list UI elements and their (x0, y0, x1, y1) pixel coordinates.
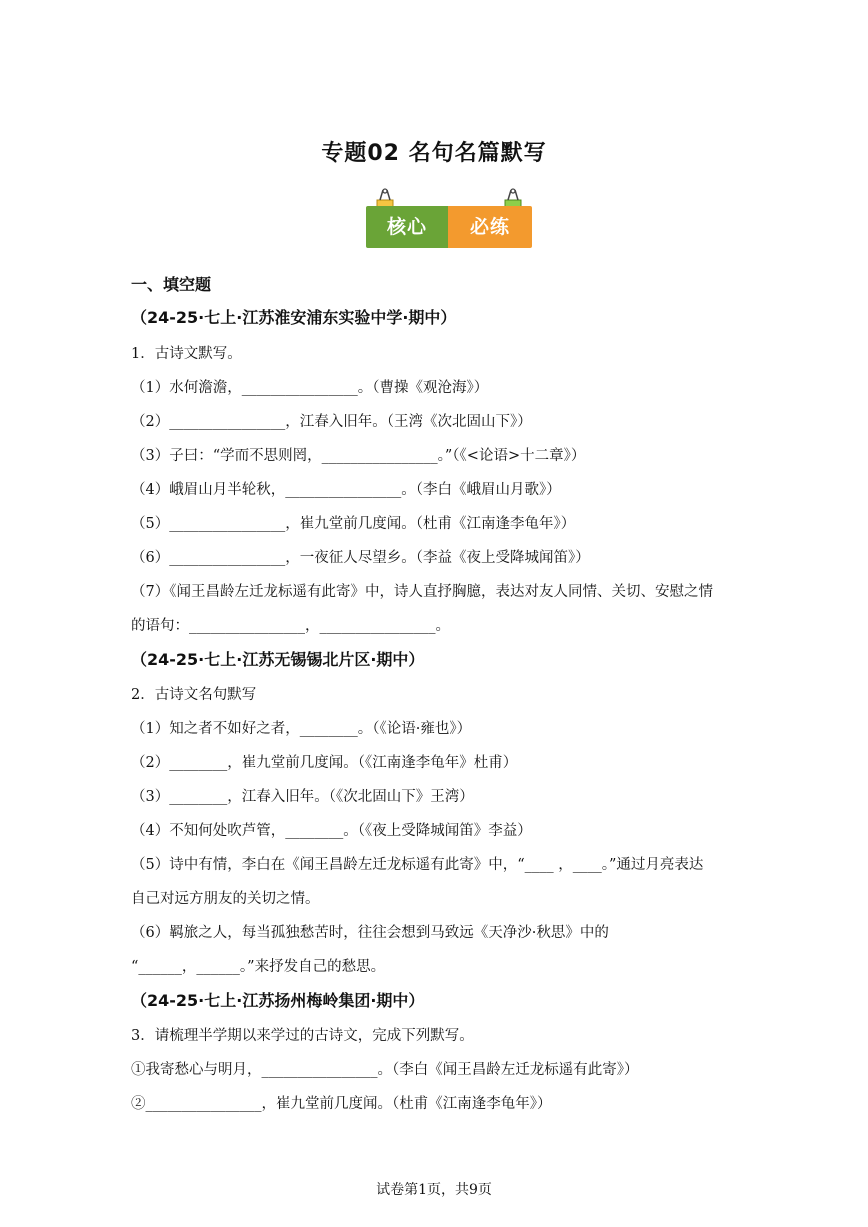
question-line: “______，______。”来抒发自己的愁思。 (131, 959, 386, 975)
question-source: （24-25·七上·江苏扬州梅岭集团·期中） (131, 991, 425, 1010)
question-line: （2）________________，江春入旧年。（王湾《次北固山下》） (131, 414, 532, 430)
question-line: （1）水何澹澹，________________。（曹操《观沧海》） (131, 380, 489, 396)
question-source: （24-25·七上·江苏无锡锡北片区·期中） (131, 650, 425, 669)
core-practice-badge (366, 188, 532, 250)
question-line: （1）知之者不如好之者，________。（《论语·雍也》） (131, 721, 472, 737)
question-source: （24-25·七上·江苏淮安浦东实验中学·期中） (131, 308, 457, 327)
question-stem: 2．古诗文名句默写 (131, 687, 257, 703)
question-line: 的语句：________________，________________。 (131, 618, 450, 634)
question-line: ①我寄愁心与明月，________________。（李白《闻王昌龄左迁龙标遥有此寄》） (131, 1062, 639, 1078)
badge-left-label: 核心 (366, 206, 448, 248)
page-title: 专题02 名句名篇默写 (321, 141, 547, 166)
question-line: （5）________________，崔九堂前几度闻。（杜甫《江南逢李龟年》） (131, 516, 576, 532)
question-line: （4）不知何处吹芦管，________。（《夜上受降城闻笛》李益） (131, 823, 532, 839)
question-line: （4）峨眉山月半轮秋，________________。（李白《峨眉山月歌》） (131, 482, 561, 498)
section-heading: 一、填空题 (131, 275, 212, 294)
question-stem: 3．请梳理半学期以来学过的古诗文，完成下列默写。 (131, 1028, 474, 1044)
badge-right-label: 必练 (448, 206, 532, 248)
question-line: （3）子曰：“学而不思则罔，________________。”（《<论语>十二章》） (131, 448, 586, 464)
question-stem: 1．古诗文默写。 (131, 346, 242, 362)
question-line: （3）________，江春入旧年。（《次北固山下》王湾） (131, 789, 474, 805)
page-footer: 试卷第1页，共9页 (376, 1182, 492, 1198)
question-line: ②________________，崔九堂前几度闻。（杜甫《江南逢李龟年》） (131, 1096, 552, 1112)
question-line: 自己对远方朋友的关切之情。 (131, 891, 320, 907)
question-line: （5）诗中有情，李白在《闻王昌龄左迁龙标遥有此寄》中，“____ ，____。”通过月亮表达 (131, 857, 704, 873)
question-line: （6）________________，一夜征人尽望乡。（李益《夜上受降城闻笛》） (131, 550, 590, 566)
question-line: （7）《闻王昌龄左迁龙标遥有此寄》中，诗人直抒胸臆，表达对友人同情、关切、安慰之情 (131, 584, 713, 600)
question-line: （6）羁旅之人，每当孤独愁苦时，往往会想到马致远《天净沙·秋思》中的 (131, 925, 609, 941)
question-line: （2）________，崔九堂前几度闻。（《江南逢李龟年》杜甫） (131, 755, 518, 771)
